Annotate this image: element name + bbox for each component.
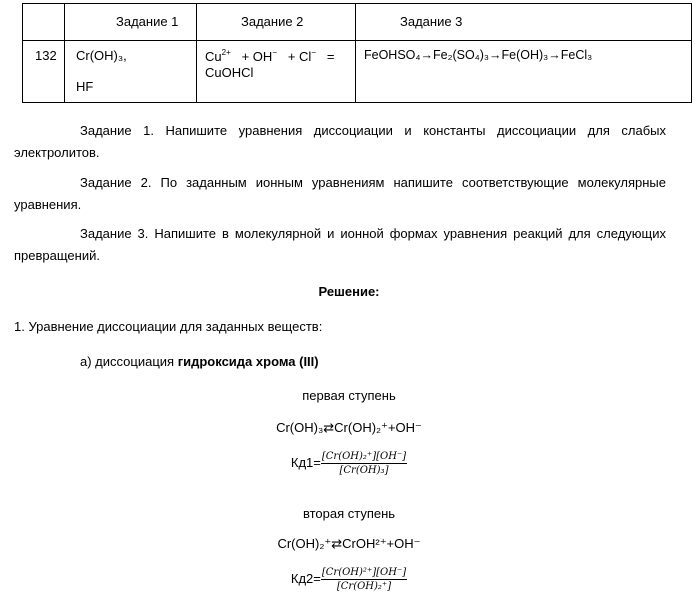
stage1-label: первая ступень [302,388,396,403]
task-table [22,3,692,103]
stage2-label: вторая ступень [302,506,396,521]
task1-substance-2: HF [76,79,94,94]
kd2-numerator: [Cr(OH)²⁺][OH⁻] [321,567,407,578]
solution-step1: 1. Уравнение диссоциации для заданных веществ: [14,319,323,334]
instruction-task3 [14,223,666,267]
kd1-fraction [321,451,407,476]
solution-heading: Решение: [318,284,380,299]
instruction-task1 [14,120,666,164]
kd1-expression [0,451,698,476]
instruction-task1-line1: Задание 1. Напишите уравнения диссоциации и константы диссоциации для слабых [80,123,666,138]
task3-chain: FeOHSO₄→Fe₂(SO₄)₃→Fe(OH)₃→FeCl₃ [364,48,593,62]
kd2-label: Кд2= [290,570,321,586]
step1a-prefix: а) диссоциация [80,354,178,369]
task2-product: CuOHCl [205,65,254,80]
instruction-task3-line1: Задание 3. Напишите в молекулярной и ионной формах уравнения реакций для следующих [80,226,666,241]
kd2-denominator: [Cr(OH)₂⁺] [336,581,392,592]
instruction-task2-line1: Задание 2. По заданным ионным уравнениям напишите соответствующие молекулярные [80,175,666,190]
row-number: 132 [35,48,57,63]
instruction-task2-line2: уравнения. [14,197,82,212]
header-task1: Задание 1 [116,14,179,29]
task2-ionic-equation [205,48,351,64]
step1a-substance: гидроксида хрома (III) [177,354,319,369]
kd2-fraction [321,567,407,592]
stage2-equation: Cr(OH)₂⁺⇄CrOH²⁺+OH⁻ [277,536,421,551]
ion-oh-charge: − [272,48,277,57]
kd1-label: Кд1= [290,454,321,470]
ion-cu: Cu [205,49,222,64]
ion-cu-charge: 2+ [221,48,231,57]
stage1-equation: Cr(OH)₃⇄Cr(OH)₂⁺+OH⁻ [276,420,422,435]
header-task2: Задание 2 [241,14,304,29]
ion-cl-charge: − [311,48,316,57]
header-task3: Задание 3 [400,14,463,29]
kd2-expression [0,567,698,592]
equals-sign: = [326,49,335,64]
kd1-numerator: [Cr(OH)₂⁺][OH⁻] [321,451,407,462]
instruction-task2 [14,172,666,216]
kd1-denominator: [Cr(OH)₃] [339,465,389,476]
instruction-task3-line2: превращений. [14,248,100,263]
ion-cl: + Cl [287,49,312,64]
solution-step1a [80,351,640,373]
task1-substance-1: Cr(OH)₃, [76,48,127,63]
ion-oh: + OH [241,49,273,64]
instruction-task1-line2: электролитов. [14,145,100,160]
